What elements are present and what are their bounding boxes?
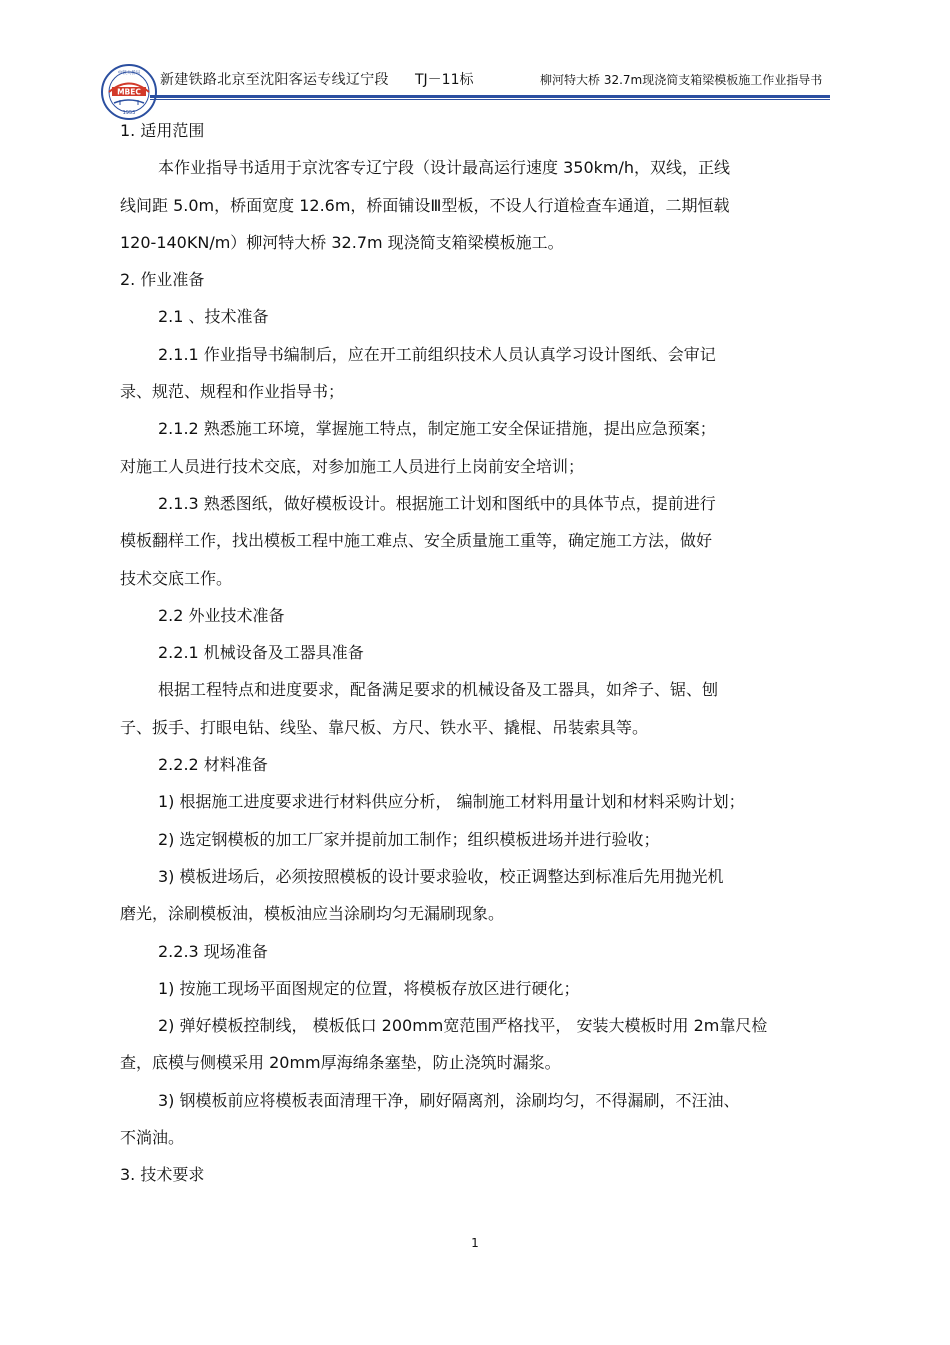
paragraph-line: 线间距 5.0m，桥面宽度 12.6m，桥面铺设Ⅲ型板，不设人行道检查车通道，二期恒载 xyxy=(120,195,730,215)
subsection-heading: 2.2.1 机械设备及工器具准备 xyxy=(158,643,364,663)
list-item: 2) 弹好模板控制线， 模板低口 200mm宽范围严格找平， 安装大模板时用 2m靠尺检 xyxy=(158,1016,768,1036)
header-rule-thin xyxy=(150,99,830,100)
header-rule-thick xyxy=(150,95,830,98)
paragraph-line: 对施工人员进行技术交底，对参加施工人员进行上岗前安全培训； xyxy=(120,456,585,476)
subsection-heading: 2.2 外业技术准备 xyxy=(158,605,285,625)
paragraph-line: 2.1.1 作业指导书编制后，应在开工前组织技术人员认真学习设计图纸、会审记 xyxy=(158,344,716,364)
logo-text: MBEC xyxy=(117,87,141,97)
logo-year: 1953 xyxy=(122,110,136,116)
paragraph-line: 本作业指导书适用于京沈客专辽宁段（设计最高运行速度 350km/h，双线，正线 xyxy=(158,158,731,178)
list-item: 3) 模板进场后，必须按照模板的设计要求验收，校正调整达到标准后先用抛光机 xyxy=(158,866,724,886)
paragraph-line: 不淌油。 xyxy=(120,1128,185,1148)
logo-arc-text: 中铁大桥局 xyxy=(117,71,141,76)
paragraph-line: 2.1.2 熟悉施工环境，掌握施工特点，制定施工安全保证措施，提出应急预案； xyxy=(158,419,716,439)
page-number: 1 xyxy=(471,1236,479,1250)
subsection-heading: 2.2.3 现场准备 xyxy=(158,941,268,961)
paragraph-line: 子、扳手、打眼电钻、线坠、靠尺板、方尺、铁水平、撬棍、吊装索具等。 xyxy=(120,717,649,737)
subsection-heading: 2.1 、技术准备 xyxy=(158,307,269,327)
document-body xyxy=(120,112,840,1194)
section-heading: 3. 技术要求 xyxy=(120,1165,205,1185)
subsection-heading: 2.2.2 材料准备 xyxy=(158,755,268,775)
section-heading: 1. 适用范围 xyxy=(120,121,205,140)
header-section-code: TJ－11标 xyxy=(415,72,474,88)
list-item: 1) 按施工现场平面图规定的位置，将模板存放区进行硬化； xyxy=(158,978,580,998)
paragraph-line: 磨光，涂刷模板油，模板油应当涂刷均匀无漏刷现象。 xyxy=(120,904,505,924)
header-project-name: 新建铁路北京至沈阳客运专线辽宁段 xyxy=(160,72,389,88)
paragraph-line: 技术交底工作。 xyxy=(120,568,233,588)
section-heading: 2. 作业准备 xyxy=(120,270,205,290)
paragraph-line: 查，底模与侧模采用 20mm厚海绵条塞垫，防止浇筑时漏浆。 xyxy=(120,1053,561,1073)
list-item: 2) 选定钢模板的加工厂家并提前加工制作；组织模板进场并进行验收； xyxy=(158,829,660,849)
paragraph-line: 录、规范、规程和作业指导书； xyxy=(120,382,345,402)
list-item: 3) 钢模板前应将模板表面清理干净，刷好隔离剂，涂刷均匀，不得漏刷，不汪油、 xyxy=(158,1090,740,1110)
list-item: 1) 根据施工进度要求进行材料供应分析， 编制施工材料用量计划和材料采购计划； xyxy=(158,792,745,812)
header-document-title: 柳河特大桥 32.7m现浇简支箱梁模板施工作业指导书 xyxy=(540,73,823,87)
paragraph-line: 120-140KN/m）柳河特大桥 32.7m 现浇简支箱梁模板施工。 xyxy=(120,232,564,252)
paragraph-line: 模板翻样工作，找出模板工程中施工难点、安全质量施工重等，确定施工方法，做好 xyxy=(120,531,713,551)
paragraph-line: 2.1.3 熟悉图纸，做好模板设计。根据施工计划和图纸中的具体节点，提前进行 xyxy=(158,493,716,513)
paragraph-line: 根据工程特点和进度要求，配备满足要求的机械设备及工器具，如斧子、锯、刨 xyxy=(158,680,719,700)
